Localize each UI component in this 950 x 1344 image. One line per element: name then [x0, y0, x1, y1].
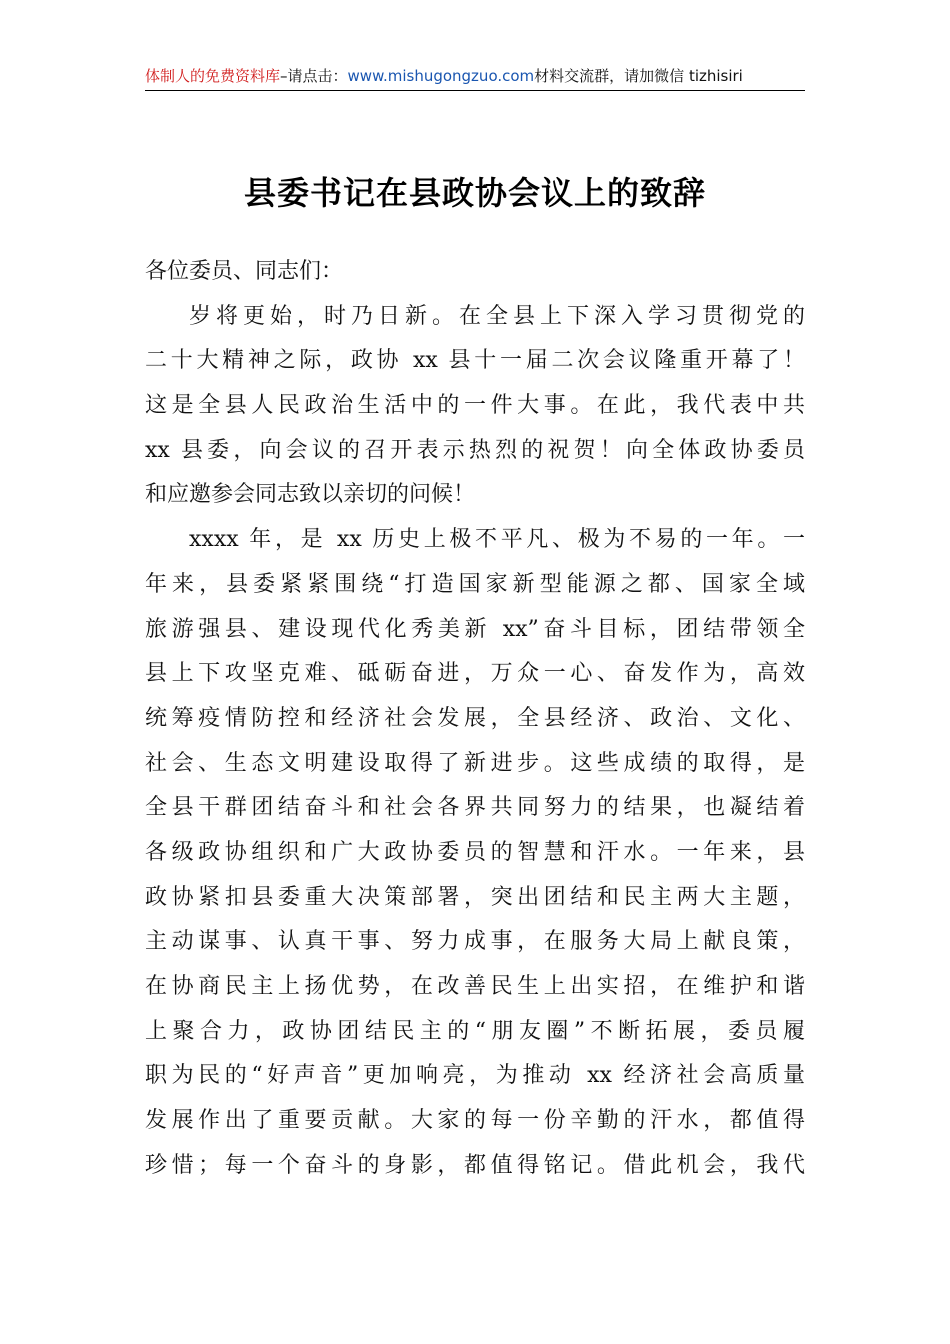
page-header: [145, 62, 805, 91]
paragraph-line: 发展作出了重要贡献。大家的每一份辛勤的汗水，都值得: [145, 1108, 805, 1134]
paragraph-line: 和应邀参会同志致以亲切的问候！: [145, 482, 476, 508]
paragraph-line: 上聚合力，政协团结民主的“朋友圈”不断拓展，委员履: [145, 1018, 805, 1044]
header-brand: 体制人的免费资料库: [145, 67, 281, 85]
paragraph-line: 主动谋事、认真干事、努力成事，在服务大局上献良策，: [145, 929, 805, 955]
header-prompt: –请点击：: [280, 67, 348, 85]
paragraph-line: 县上下攻坚克难、砥砺奋进，万众一心、奋发作为，高效: [145, 661, 805, 687]
header-contact: 材料交流群，请加微信 tizhisiri: [534, 67, 743, 85]
paragraph-line: 旅游强县、建设现代化秀美新 xx”奋斗目标，团结带领全: [145, 616, 805, 642]
paragraph-line: 职为民的“好声音”更加响亮，为推动 xx 经济社会高质量: [145, 1063, 805, 1089]
paragraph-line: 政协紧扣县委重大决策部署，突出团结和民主两大主题，: [145, 884, 805, 910]
paragraph-line: 珍惜；每一个奋斗的身影，都值得铭记。借此机会，我代: [145, 1152, 805, 1178]
header-url-link[interactable]: www.mishugongzuo.com: [347, 67, 535, 85]
document-body: [145, 250, 805, 1188]
paragraph-line: 岁将更始，时乃日新。在全县上下深入学习贯彻党的: [189, 303, 805, 329]
paragraph-line: 二十大精神之际，政协 xx 县十一届二次会议隆重开幕了！: [145, 348, 805, 374]
document-title: 县委书记在县政协会议上的致辞: [243, 174, 706, 212]
paragraph-line: xxxx 年，是 xx 历史上极不平凡、极为不易的一年。一: [189, 527, 805, 553]
paragraph-line: 统筹疫情防控和经济社会发展，全县经济、政治、文化、: [145, 705, 805, 731]
paragraph-line: 这是全县人民政治生活中的一件大事。在此，我代表中共: [145, 393, 805, 419]
paragraph-line: 在协商民主上扬优势，在改善民生上出实招，在维护和谐: [145, 974, 805, 999]
salutation: 各位委员、同志们：: [145, 259, 344, 284]
paragraph-line: 年来，县委紧紧围绕“打造国家新型能源之都、国家全域: [145, 571, 805, 597]
paragraph-line: 社会、生态文明建设取得了新进步。这些成绩的取得，是: [145, 750, 805, 776]
paragraph-line: 各级政协组织和广大政协委员的智慧和汗水。一年来，县: [145, 839, 805, 865]
paragraph-line: xx 县委，向会议的召开表示热烈的祝贺！向全体政协委员: [145, 437, 805, 463]
paragraph-line: 全县干群团结奋斗和社会各界共同努力的结果，也凝结着: [145, 795, 805, 821]
